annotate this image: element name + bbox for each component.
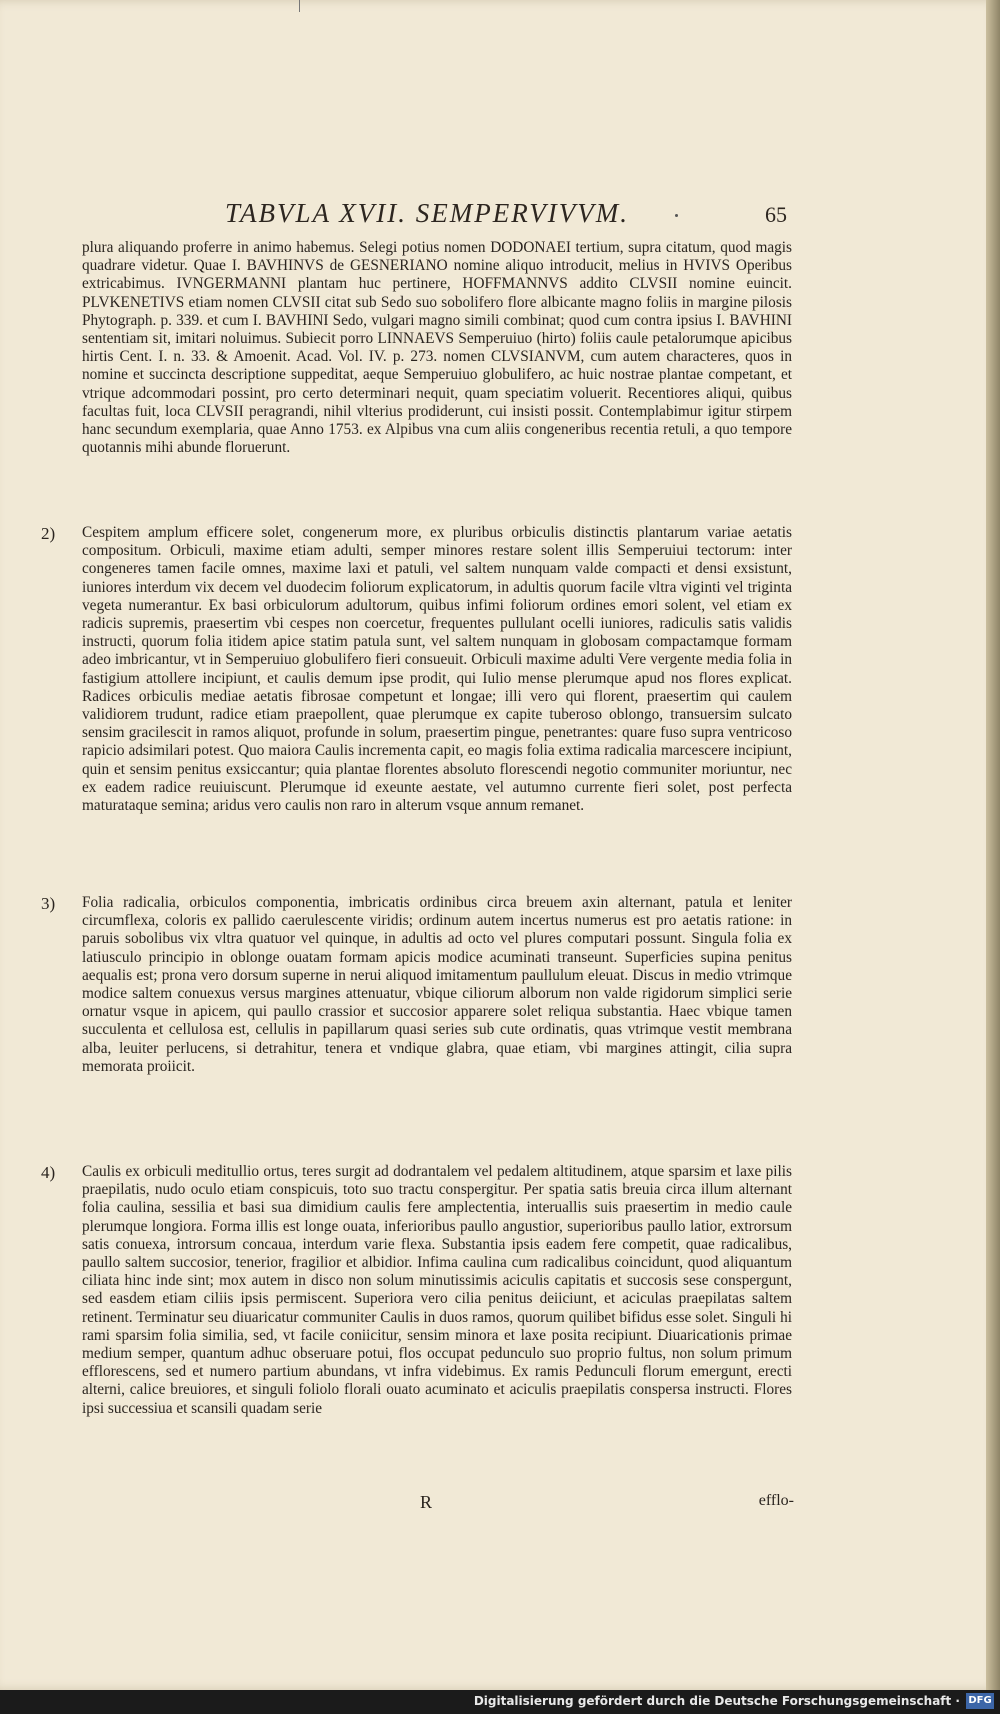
section-marker: 3): [41, 894, 56, 913]
digitization-footer: [0, 1690, 1000, 1714]
footer-credit: Digitalisierung gefördert durch die Deutsche Forschungsgemeinschaft ·: [473, 1694, 960, 1708]
paragraph-3: Folia radicalia, orbiculos componentia, imbricatis ordinibus circa breuem axin alternant, patula et leniter circumflexa, coloris ex pallido caerulescente viridis; ordinum autem incertus numerus est pro aetatis ratione: in paruis sobolibus vix vltra quatuor vel quinque, in adultis ad octo vel plures computari possunt. Singula folia ex latiusculo principio in oblonge ouatam formam apicis modice acuminati transeunt. Superficies supina penitus aequalis est; prona vero dorsum superne in nerui aliquod imitamentum paullulum eleuat. Discus in medio vtrimque modice saltem conuexus versus margines attenuatur, vbique ciliorum alborum non valde rigidorum simplici serie ornatur vsque in apicem, qui paullo crassior et succosior apparere solet reliqua substantia. Haec vbique tamen succulenta et cellulosa est, cellulis in papillarum quasi series sub cute ordinatis, quas vtrimque vestit membrana alba, leuiter perlucens, si detrahitur, tenera et vndique glabra, quae etiam, vbi margines attingit, cilia supra memorata proiicit.: [82, 894, 792, 1075]
page-edge-mark: [299, 0, 300, 12]
paragraph-continuation: plura aliquando proferre in animo habemus. Selegi potius nomen DODONAEI tertium, supra citatum, quod magis quadrare videtur. Quae I. BAVHINVS de GESNERIANO nomine aliquo introducit, melius in HVIVS Operibus extricabimus. IVNGERMANNI plantam huc pertinere, HOFFMANNVS addito CLVSII nomine euincit. PLVKENETIVS etiam nomen CLVSII citat sub Sedo suo sobolifero flore albicante magno foliis in margine pilosis Phytograph. p. 339. et cum I. BAVHINI Sedo, vulgari magno simili combinat; quod cum contra ipsius I. BAVHINI sententiam sit, imitari noluimus. Subiecit porro LINNAEVS Semperuiuo (hirto) foliis caule petalorumque apicibus hirtis Cent. I. n. 33. & Amoenit. Acad. Vol. IV. p. 273. nomen CLVSIANVM, cum autem characteres, quos in nomine et succincta descriptione suppeditat, aeque Semperuiuo globulifero, ac huic nostrae plantae competant, et vtrique adcommodari possint, pro certo determinari nequit, quam speciatim voluerit. Recentiores aliqui, quibus facultas fuit, loca CLVSII peragrandi, nihil vlterius prodiderunt, cui insisti possit. Contemplabimur igitur stirpem hanc secundum exemplaria, quae Anno 1753. ex Alpibus vna cum aliis congeneribus recentia retuli, a quo tempore quotannis mihi abunde floruerunt.: [82, 239, 792, 457]
ink-speck: [675, 214, 678, 217]
signature-mark: R: [420, 1492, 433, 1512]
section-marker: 2): [41, 524, 56, 543]
paragraph-4: Caulis ex orbiculi meditullio ortus, teres surgit ad dodrantalem vel pedalem altitudinem, atque sparsim et laxe pilis praepilatis, nudo oculo etiam conspicuis, toto suo tractu conspergitur. Per spatia satis breuia circa illum alternant folia caulina, sessilia et basi sua dimidium caulis fere amplectentia, interuallis suis praesertim in medio caule plerumque longiora. Forma illis est longe ouata, inferioribus paullo angustior, superioribus paullo latior, extrorsum satis conuexa, introrsum concaua, interdum varie flexa. Substantia ipsis eadem fere competit, quae radicalibus, paullo saltem succosior, tenerior, fragilior et albidior. Infima caulina cum radicalibus coincidunt, quod aliquantum ciliata hinc inde sint; mox autem in disco non solum minutissimis aciculis capitatis et succosis sese conspergunt, sed easdem etiam ciliis ipsis permiscent. Superiora vero cilia penitus deiiciunt, et aciculas praepilatas saltem retinent. Terminatur seu diuaricatur communiter Caulis in duos ramos, quorum quilibet bifidus esse solet. Singuli hi rami sparsim folia similia, sed, vt facile coniicitur, sensim minora et laxe posita recipiunt. Diuaricationis primae medium semper, quantum adhuc obseruare potui, flos occupat pedunculo suo proprio fultus, non solum primum efflorescens, sed et numero partium abundans, vt infra videbimus. Ex ramis Pedunculi florum emergunt, erecti alterni, calice breuiores, et singuli foliolo florali ouato acuminato et aciculis praepilatis conspersa instructi. Flores ipsi successiua et scansili quadam serie: [82, 1163, 792, 1417]
page-edge-shadow: [986, 0, 1000, 1690]
dfg-logo-icon: DFG: [966, 1693, 994, 1709]
catchword: efflo-: [758, 1492, 794, 1509]
page-number: 65: [765, 202, 787, 227]
paragraph-2: Cespitem amplum efficere solet, congenerum more, ex pluribus orbiculis distinctis plantarum variae aetatis compositum. Orbiculi, maxime etiam adulti, semper minores restare solent illis Semperuiui tectorum: inter congeneres tamen facile omnes, maxime laxi et patuli, vel saltem nunquam valde compacti et densi exsistunt, iuniores interdum vix decem vel duodecim foliorum explicatorum, in adultis quorum facile vltra viginti vel triginta vegeta numerantur. Ex basi orbiculorum adultorum, quibus infimi foliorum ordines emori solent, vel etiam ex radicis supremis, praesertim vbi cespes non coercetur, frequentes pullulant ocelli iuniores, radiculis satis validis instructi, quorum folia itidem apice statim patula sunt, vel saltem nunquam in globosam compactamque formam adeo imbricantur, vt in Semperuiuo globulifero fieri consueuit. Orbiculi maxime adulti Vere vergente media folia in fastigium attollere incipiunt, et caulis demum ipse prodit, qui Iulio mense plerumque apud nos flores explicat. Radices orbiculis mediae aetatis fibrosae competunt et longae; illi vero qui florent, praesertim qui caulem validiorem trudunt, radice etiam praepollent, quae plerumque ex capite tuberoso oblongo, transuersim sulcato sensim gracilescit in ramos aliquot, profunde in solum, praesertim pingue, penetrantes: quare fuso supra ventricoso rapicio adsimilari potest. Quo maiora Caulis incrementa capit, eo magis folia extima radicalia marcescere incipiunt, quin et sensim penitus exsiccantur; quia plantae florentes absoluto florescendi negotio communiter moriuntur, nec ex eadem radice reuiuiscunt. Plerumque id exeunte aestate, vel autumno currente fieri solet, post perfecta maturataque semina; aridus vero caulis non raro in alterum vsque annum remanet.: [82, 524, 792, 815]
running-head: TABVLA XVII. SEMPERVIVVM.: [225, 198, 629, 228]
section-marker: 4): [41, 1163, 56, 1182]
